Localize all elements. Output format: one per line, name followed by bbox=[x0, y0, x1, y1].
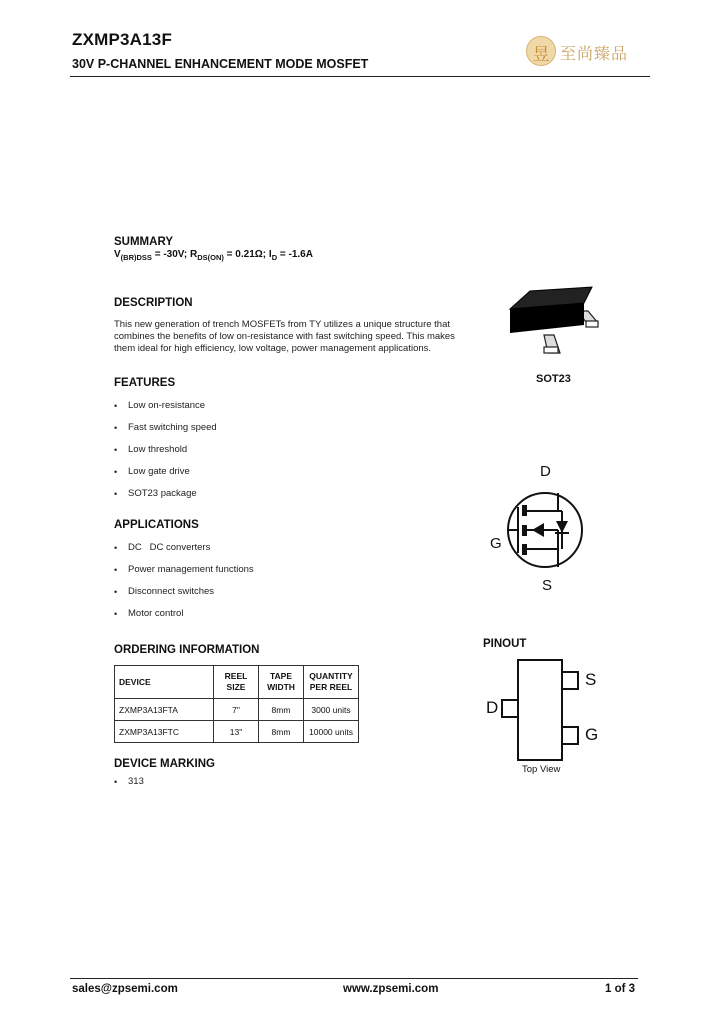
table-header-row bbox=[115, 666, 359, 699]
list-item: • Low on-resistance bbox=[114, 400, 217, 422]
ordering-table bbox=[114, 665, 359, 743]
pinout-source-label: S bbox=[585, 670, 597, 689]
schematic-source-label: S bbox=[542, 577, 553, 594]
part-number: ZXMP3A13F bbox=[72, 30, 173, 49]
list-item: • Fast switching speed bbox=[114, 422, 217, 444]
table-cell: ZXMP3A13FTA bbox=[115, 699, 214, 721]
ordering-heading: ORDERING INFORMATION bbox=[114, 644, 260, 656]
list-item: • Low threshold bbox=[114, 444, 217, 466]
schematic-gate-label: G bbox=[490, 535, 502, 552]
table-row bbox=[115, 699, 359, 721]
table-header-cell: QUANTITY PER REEL bbox=[304, 666, 359, 699]
table-cell: ZXMP3A13FTC bbox=[115, 721, 214, 743]
pinout-gate-label: G bbox=[585, 725, 599, 744]
table-cell: 8mm bbox=[259, 699, 304, 721]
description-heading: DESCRIPTION bbox=[114, 297, 193, 309]
table-cell: 3000 units bbox=[304, 699, 359, 721]
list-item: • SOT23 package bbox=[114, 488, 217, 510]
summary-ratings: $V_{(BR)DSS} = -30V$; $R_{DS(ON)} = 0.21\Omega$; $I_D = -1.6A$ bbox=[114, 249, 313, 262]
table-cell: 7" bbox=[214, 699, 259, 721]
pinout-diagram bbox=[498, 658, 582, 764]
logo-text: 至尚臻品 bbox=[560, 46, 629, 63]
company-logo bbox=[526, 36, 636, 66]
footer-divider bbox=[70, 978, 638, 979]
page-number: 1 of 3 bbox=[605, 983, 636, 995]
table-cell: 8mm bbox=[259, 721, 304, 743]
table-cell: 10000 units bbox=[304, 721, 359, 743]
list-item: • Low gate drive bbox=[114, 466, 217, 488]
applications-heading: APPLICATIONS bbox=[114, 519, 199, 531]
description-text: This new generation of trench MOSFETs from TY utilizes a unique structure that combines the benefits of low on-resistance with fast switching speed. This makes them ideal for high efficiency, low voltage, power management applications. bbox=[114, 319, 455, 354]
package-label: SOT23 bbox=[536, 373, 571, 385]
table-cell: 13" bbox=[214, 721, 259, 743]
summary-heading: SUMMARY bbox=[114, 236, 173, 248]
features-heading: FEATURES bbox=[114, 377, 176, 389]
header-divider bbox=[70, 76, 650, 77]
list-item: • Motor control bbox=[114, 608, 254, 630]
mosfet-symbol bbox=[500, 485, 590, 575]
features-list bbox=[114, 400, 217, 510]
logo-mark-icon: 昱 bbox=[526, 36, 556, 66]
table-header-cell: DEVICE bbox=[115, 666, 214, 699]
table-header-cell: REEL SIZE bbox=[214, 666, 259, 699]
list-item: • Disconnect switches bbox=[114, 586, 254, 608]
footer-email[interactable]: sales@zpsemi.com bbox=[72, 983, 178, 995]
pinout-caption: Top View bbox=[522, 764, 561, 775]
marking-list bbox=[114, 776, 144, 798]
document-subtitle: 30V P-CHANNEL ENHANCEMENT MODE MOSFET bbox=[72, 57, 369, 71]
pinout-heading: PINOUT bbox=[483, 638, 527, 650]
table-row bbox=[115, 721, 359, 743]
sot23-package-image bbox=[500, 285, 610, 360]
pinout-drain-label: D bbox=[486, 698, 499, 717]
list-item: • DC DC converters bbox=[114, 542, 254, 564]
list-item: • Power management functions bbox=[114, 564, 254, 586]
footer-website[interactable]: www.zpsemi.com bbox=[343, 983, 439, 995]
list-item: • 313 bbox=[114, 776, 144, 798]
schematic-drain-label: D bbox=[540, 463, 551, 480]
applications-list bbox=[114, 542, 254, 630]
table-header-cell: TAPE WIDTH bbox=[259, 666, 304, 699]
marking-heading: DEVICE MARKING bbox=[114, 758, 215, 770]
